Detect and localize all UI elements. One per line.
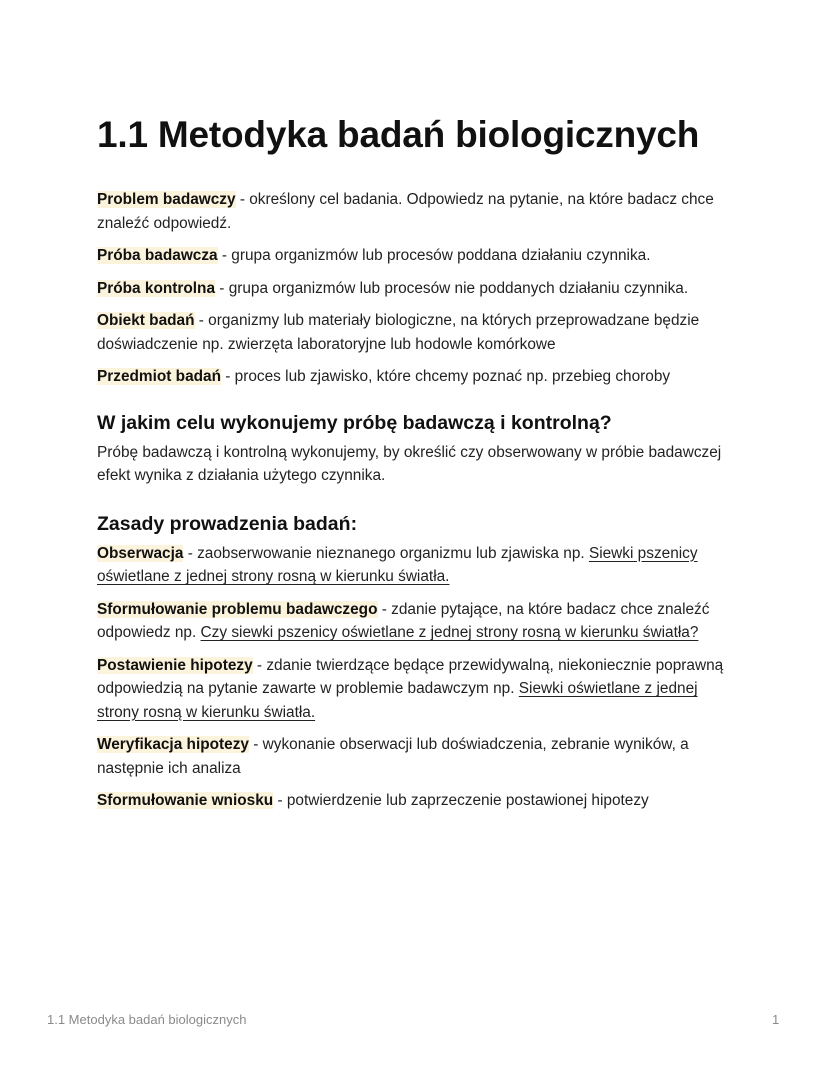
definition-text: - określony cel badania. Odpowiedz na pytanie, na które badacz chce znaleźć odpowiedź. (97, 191, 714, 232)
rule-sformulowanie-problemu (97, 598, 737, 645)
document-page (97, 112, 737, 822)
term: Próba kontrolna (97, 279, 216, 297)
rule-obserwacja (97, 542, 737, 589)
rule-text: - zaobserwowanie nieznanego organizmu lub zjawiska np. (183, 544, 589, 562)
section-heading-rules: Zasady prowadzenia badań: (97, 512, 358, 535)
definition-proba-badawcza (97, 244, 737, 268)
rule-text: - zdanie pytające, na które badacz chce znaleźć odpowiedz np. (97, 600, 710, 641)
definition-text: - grupa organizmów lub procesów nie poddanych działaniu czynnika. (215, 279, 689, 297)
page-title: 1.1 Metodyka badań biologicznych (97, 114, 700, 155)
example-text: Siewki oświetlane z jednej strony rosną w kierunku światła. (97, 680, 698, 721)
rule-weryfikacja-hipotezy (97, 733, 737, 780)
footer-title: 1.1 Metodyka badań biologicznych (47, 1012, 247, 1027)
definition-problem-badawczy (97, 188, 737, 235)
rule-text: - wykonanie obserwacji lub doświadczenia, zebranie wyników, a następnie ich analiza (97, 736, 689, 777)
section-heading-purpose: W jakim celu wykonujemy próbę badawczą i kontrolną? (97, 411, 612, 434)
rule-text: - zdanie twierdzące będące przewidywalną, niekoniecznie poprawną odpowiedzią na pytanie zawarte w problemie badawczym np. (97, 656, 724, 697)
page-number: 1 (772, 1012, 780, 1027)
definition-obiekt-badan (97, 309, 737, 356)
rule-text: - potwierdzenie lub zaprzeczenie postawionej hipotezy (273, 792, 649, 809)
term: Próba badawcza (97, 247, 218, 264)
rule-postawienie-hipotezy (97, 654, 737, 725)
term: Sformułowanie wniosku (97, 792, 274, 809)
definition-przedmiot-badan (97, 365, 737, 389)
term: Weryfikacja hipotezy (97, 736, 249, 753)
term: Sformułowanie problemu badawczego (97, 600, 378, 618)
term: Obserwacja (97, 544, 184, 562)
example-text: Czy siewki pszenicy oświetlane z jednej strony rosną w kierunku światła? (200, 624, 699, 641)
term: Problem badawczy (97, 191, 236, 208)
term: Przedmiot badań (97, 368, 221, 385)
rule-sformulowanie-wniosku (97, 789, 737, 813)
definition-text: - organizmy lub materiały biologiczne, na których przeprowadzane będzie doświadczenie np. zwierzęta laboratoryjne lub hodowle komórkowe (97, 312, 700, 353)
section-purpose-text: Próbę badawczą i kontrolną wykonujemy, by określić czy obserwowany w próbie badawczej efekt wynika z działania użytego czynnika. (97, 443, 722, 484)
definition-proba-kontrolna (97, 277, 737, 301)
term: Postawienie hipotezy (97, 656, 253, 674)
definition-text: - grupa organizmów lub procesów poddana działaniu czynnika. (217, 247, 651, 264)
term: Obiekt badań (97, 312, 195, 329)
definition-text: - proces lub zjawisko, które chcemy poznać np. przebieg choroby (221, 368, 671, 385)
example-text: Siewki pszenicy oświetlane z jednej strony rosną w kierunku światła. (97, 544, 698, 585)
